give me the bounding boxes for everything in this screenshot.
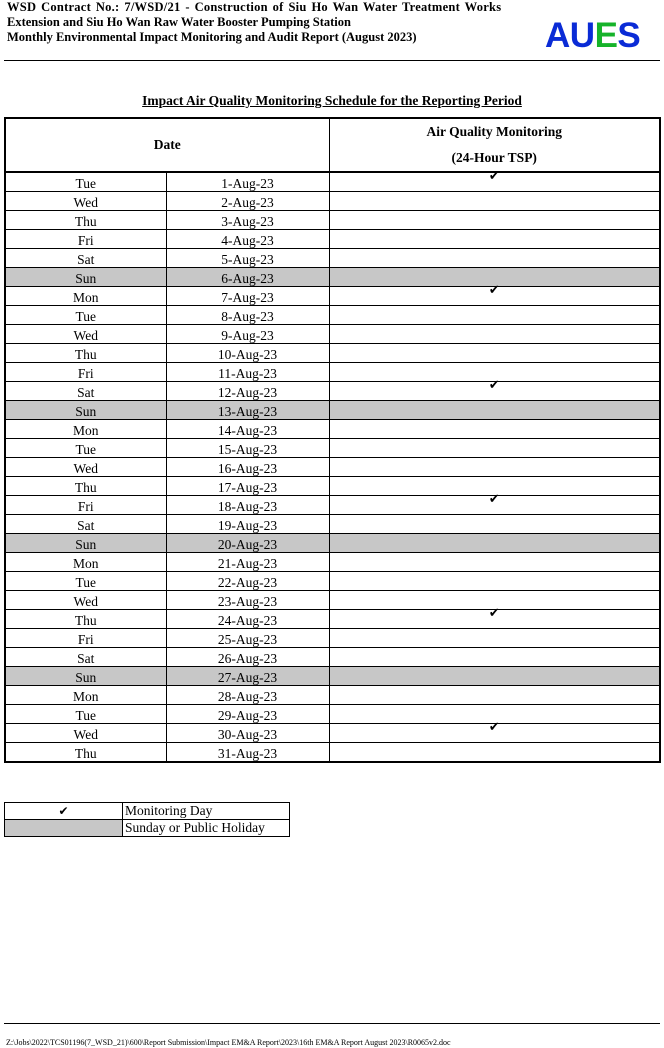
aqm-cell bbox=[329, 211, 660, 230]
date-cell: 10-Aug-23 bbox=[166, 344, 329, 363]
day-cell: Wed bbox=[5, 192, 166, 211]
aqm-cell bbox=[329, 458, 660, 477]
table-row bbox=[5, 477, 660, 496]
date-cell: 11-Aug-23 bbox=[166, 363, 329, 382]
aqm-cell bbox=[329, 606, 660, 629]
day-cell: Sun bbox=[5, 667, 166, 686]
date-cell: 27-Aug-23 bbox=[166, 667, 329, 686]
table-row bbox=[5, 420, 660, 439]
table-row bbox=[5, 458, 660, 477]
date-cell: 3-Aug-23 bbox=[166, 211, 329, 230]
date-cell: 6-Aug-23 bbox=[166, 268, 329, 287]
day-cell: Fri bbox=[5, 363, 166, 382]
aqm-cell bbox=[329, 344, 660, 363]
day-cell: Tue bbox=[5, 439, 166, 458]
legend-monitoring-label: Monitoring Day bbox=[123, 803, 290, 820]
table-row bbox=[5, 344, 660, 363]
table-row bbox=[5, 572, 660, 591]
date-cell: 20-Aug-23 bbox=[166, 534, 329, 553]
day-cell: Thu bbox=[5, 211, 166, 230]
aqm-cell bbox=[329, 249, 660, 268]
aqm-cell bbox=[329, 192, 660, 211]
table-row bbox=[5, 439, 660, 458]
monitoring-schedule-table bbox=[4, 117, 661, 763]
day-cell: Thu bbox=[5, 610, 166, 629]
table-row bbox=[5, 230, 660, 249]
day-cell: Wed bbox=[5, 724, 166, 743]
aqm-header-line-2: (24-Hour TSP) bbox=[451, 150, 537, 165]
table-row bbox=[5, 382, 660, 401]
header-divider bbox=[4, 60, 660, 61]
table-row bbox=[5, 401, 660, 420]
aqm-cell bbox=[329, 401, 660, 420]
day-cell: Thu bbox=[5, 743, 166, 763]
aqm-cell bbox=[329, 629, 660, 648]
aqm-cell bbox=[329, 720, 660, 743]
date-cell: 15-Aug-23 bbox=[166, 439, 329, 458]
table-row bbox=[5, 534, 660, 553]
date-cell: 8-Aug-23 bbox=[166, 306, 329, 325]
legend-row-holiday bbox=[5, 820, 290, 837]
check-mark-icon: ✔ bbox=[5, 803, 123, 820]
date-cell: 29-Aug-23 bbox=[166, 705, 329, 724]
legend-table bbox=[4, 802, 290, 837]
table-row bbox=[5, 172, 660, 192]
header-line-2: Extension and Siu Ho Wan Raw Water Booster Pumping Station bbox=[7, 15, 351, 29]
day-cell: Tue bbox=[5, 306, 166, 325]
aqm-cell bbox=[329, 492, 660, 515]
date-cell: 7-Aug-23 bbox=[166, 287, 329, 306]
day-cell: Fri bbox=[5, 496, 166, 515]
date-cell: 23-Aug-23 bbox=[166, 591, 329, 610]
date-column-header: Date bbox=[5, 118, 329, 172]
aqm-cell bbox=[329, 534, 660, 553]
aqm-cell bbox=[329, 420, 660, 439]
day-cell: Fri bbox=[5, 629, 166, 648]
day-cell: Sat bbox=[5, 515, 166, 534]
date-cell: 4-Aug-23 bbox=[166, 230, 329, 249]
date-cell: 13-Aug-23 bbox=[166, 401, 329, 420]
day-cell: Wed bbox=[5, 325, 166, 344]
day-cell: Mon bbox=[5, 420, 166, 439]
legend-holiday-label: Sunday or Public Holiday bbox=[123, 820, 290, 837]
table-row bbox=[5, 686, 660, 705]
day-cell: Wed bbox=[5, 591, 166, 610]
aqm-cell bbox=[329, 306, 660, 325]
aqm-cell bbox=[329, 686, 660, 705]
table-row bbox=[5, 496, 660, 515]
date-cell: 1-Aug-23 bbox=[166, 172, 329, 192]
day-cell: Fri bbox=[5, 230, 166, 249]
aqm-cell bbox=[329, 648, 660, 667]
table-row bbox=[5, 705, 660, 724]
day-cell: Sat bbox=[5, 382, 166, 401]
aqm-cell bbox=[329, 515, 660, 534]
table-row bbox=[5, 553, 660, 572]
table-row bbox=[5, 287, 660, 306]
table-row bbox=[5, 325, 660, 344]
aqm-cell bbox=[329, 378, 660, 401]
date-cell: 22-Aug-23 bbox=[166, 572, 329, 591]
date-cell: 18-Aug-23 bbox=[166, 496, 329, 515]
day-cell: Sat bbox=[5, 648, 166, 667]
aqm-cell bbox=[329, 667, 660, 686]
file-path-footer: Z:\Jobs\2022\TCS01196(7_WSD_21)\600\Report Submission\Impact EM&A Report\2023\16th EM&A Report August 2023\R0065v2.doc bbox=[6, 1038, 451, 1047]
table-row bbox=[5, 211, 660, 230]
table-row bbox=[5, 306, 660, 325]
date-cell: 21-Aug-23 bbox=[166, 553, 329, 572]
table-row bbox=[5, 192, 660, 211]
aqm-cell bbox=[329, 439, 660, 458]
schedule-body bbox=[5, 169, 660, 762]
aqm-header-line-1: Air Quality Monitoring bbox=[426, 124, 562, 139]
table-row bbox=[5, 610, 660, 629]
day-cell: Tue bbox=[5, 705, 166, 724]
date-cell: 2-Aug-23 bbox=[166, 192, 329, 211]
date-cell: 9-Aug-23 bbox=[166, 325, 329, 344]
day-cell: Tue bbox=[5, 572, 166, 591]
aqm-cell bbox=[329, 230, 660, 249]
legend-row-monitoring bbox=[5, 803, 290, 820]
date-cell: 14-Aug-23 bbox=[166, 420, 329, 439]
aqm-cell bbox=[329, 553, 660, 572]
day-cell: Tue bbox=[5, 172, 166, 192]
day-cell: Mon bbox=[5, 553, 166, 572]
aues-logo: AUES bbox=[545, 16, 641, 55]
header-line-3: Monthly Environmental Impact Monitoring and Audit Report (August 2023) bbox=[7, 30, 417, 44]
day-cell: Sun bbox=[5, 534, 166, 553]
report-header bbox=[7, 0, 547, 45]
check-mark-icon: ✔ bbox=[488, 283, 500, 298]
date-cell: 17-Aug-23 bbox=[166, 477, 329, 496]
date-cell: 31-Aug-23 bbox=[166, 743, 329, 763]
table-row bbox=[5, 629, 660, 648]
aqm-cell bbox=[329, 169, 660, 192]
day-cell: Sun bbox=[5, 268, 166, 287]
date-cell: 19-Aug-23 bbox=[166, 515, 329, 534]
check-mark-icon: ✔ bbox=[488, 378, 500, 393]
table-row bbox=[5, 268, 660, 287]
day-cell: Mon bbox=[5, 287, 166, 306]
aqm-column-header bbox=[329, 118, 660, 172]
day-cell: Sat bbox=[5, 249, 166, 268]
check-mark-icon: ✔ bbox=[488, 492, 500, 507]
table-row bbox=[5, 249, 660, 268]
aqm-cell bbox=[329, 743, 660, 763]
table-row bbox=[5, 743, 660, 763]
date-cell: 5-Aug-23 bbox=[166, 249, 329, 268]
day-cell: Wed bbox=[5, 458, 166, 477]
date-cell: 26-Aug-23 bbox=[166, 648, 329, 667]
aqm-cell bbox=[329, 283, 660, 306]
day-cell: Thu bbox=[5, 344, 166, 363]
holiday-swatch bbox=[5, 820, 123, 837]
header-line-1: WSD Contract No.: 7/WSD/21 - Construction of Siu Ho Wan Water Treatment Works bbox=[7, 0, 502, 14]
page-title: Impact Air Quality Monitoring Schedule for the Reporting Period bbox=[142, 93, 522, 108]
day-cell: Sun bbox=[5, 401, 166, 420]
table-row bbox=[5, 363, 660, 382]
date-cell: 30-Aug-23 bbox=[166, 724, 329, 743]
day-cell: Thu bbox=[5, 477, 166, 496]
day-cell: Mon bbox=[5, 686, 166, 705]
date-cell: 28-Aug-23 bbox=[166, 686, 329, 705]
aqm-cell bbox=[329, 325, 660, 344]
table-row bbox=[5, 591, 660, 610]
date-cell: 12-Aug-23 bbox=[166, 382, 329, 401]
check-mark-icon: ✔ bbox=[488, 169, 500, 184]
table-row bbox=[5, 667, 660, 686]
table-row bbox=[5, 648, 660, 667]
table-row bbox=[5, 515, 660, 534]
footer-divider bbox=[4, 1023, 660, 1024]
date-cell: 24-Aug-23 bbox=[166, 610, 329, 629]
date-cell: 16-Aug-23 bbox=[166, 458, 329, 477]
aqm-cell bbox=[329, 572, 660, 591]
check-mark-icon: ✔ bbox=[488, 606, 500, 621]
check-mark-icon: ✔ bbox=[488, 720, 500, 735]
date-cell: 25-Aug-23 bbox=[166, 629, 329, 648]
table-row bbox=[5, 724, 660, 743]
